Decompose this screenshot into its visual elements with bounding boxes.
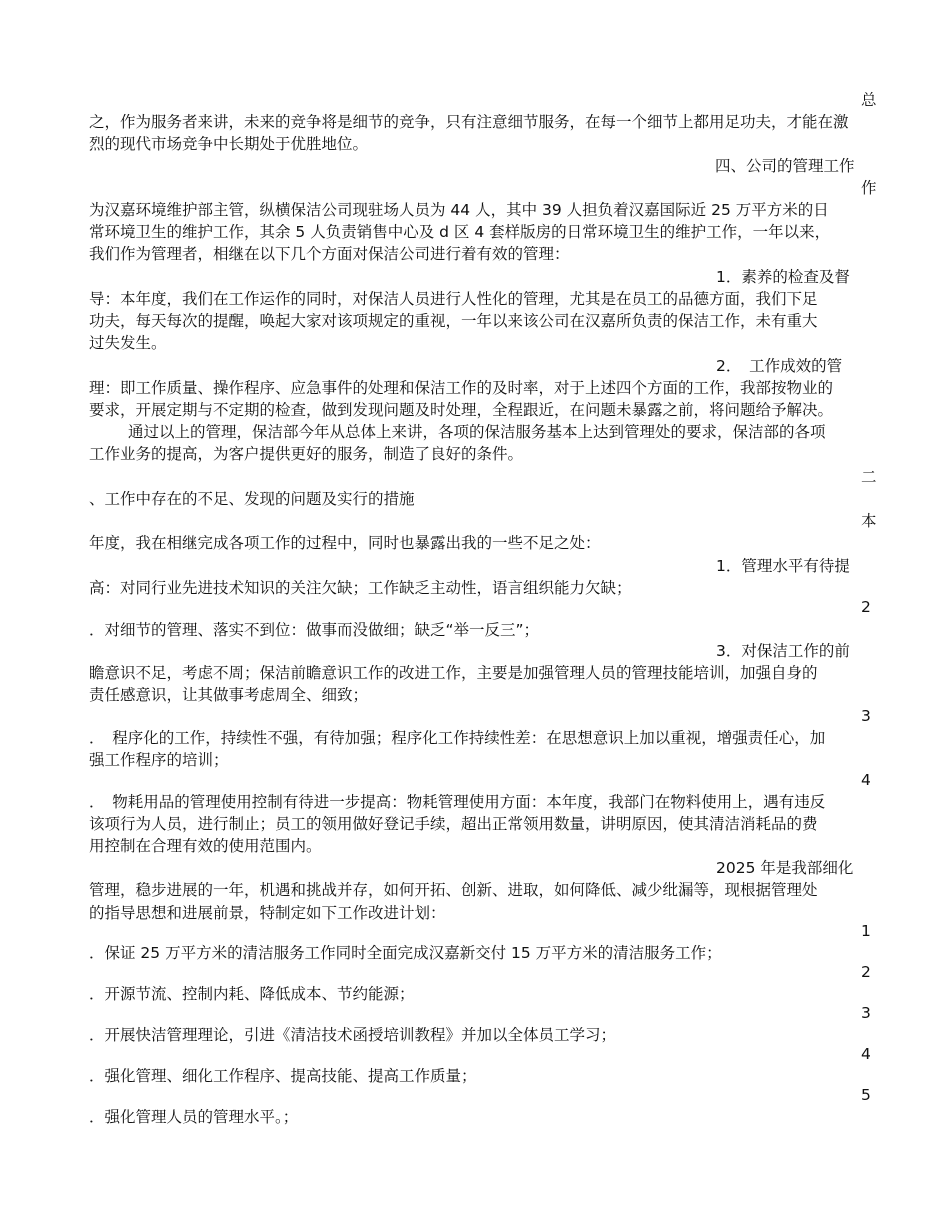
line-fragment: 总	[861, 91, 877, 109]
list-number: 5	[861, 1086, 871, 1104]
list-number: 4	[861, 771, 871, 789]
list-number: 4	[861, 1045, 871, 1063]
list-number: 1	[861, 922, 871, 940]
paragraph-line: 年度，我在相继完成各项工作的过程中，同时也暴露出我的一些不足之处：	[89, 534, 601, 552]
list-item-heading: 3．对保洁工作的前	[716, 642, 850, 660]
list-item: ．强化管理人员的管理水平。；	[89, 1108, 299, 1126]
paragraph-line: 要求，开展定期与不定期的检查，做到发现问题及时处理，全程跟近，在问题未暴露之前，将问题给予解决。	[89, 401, 834, 419]
paragraph-line: 导：本年度，我们在工作运作的同时，对保洁人员进行人性化的管理，尤其是在员工的品德方面，我们下足	[89, 290, 818, 308]
list-item: ．开源节流、控制内耗、降低成本、节约能源；	[89, 985, 415, 1003]
list-item-heading: 1．管理水平有待提	[716, 557, 850, 575]
paragraph-line: 理：即工作质量、操作程序、应急事件的处理和保洁工作的及时率，对于上述四个方面的工作，我部按物业的	[89, 379, 834, 397]
list-number: 2	[861, 598, 871, 616]
list-item: ．强化管理、细化工作程序、提高技能、提高工作质量；	[89, 1067, 477, 1085]
paragraph-line: ．对细节的管理、落实不到位：做事而没做细；缺乏“举一反三”；	[89, 621, 540, 639]
paragraph-line: 管理，稳步进展的一年，机遇和挑战并存，如何开拓、创新、进取，如何降低、减少纰漏等，现根据管理处	[89, 881, 818, 899]
paragraph-line: 我们作为管理者，相继在以下几个方面对保洁公司进行着有效的管理：	[89, 245, 570, 263]
paragraph-line: 责任感意识，让其做事考虑周全、细致；	[89, 686, 369, 704]
paragraph-line: 通过以上的管理，保洁部今年从总体上来讲，各项的保洁服务基本上达到管理处的要求，保洁部的各项	[128, 423, 826, 441]
paragraph-line: 瞻意识不足，考虑不周；保洁前瞻意识工作的改进工作，主要是加强管理人员的管理技能培训，加强自身的	[89, 664, 818, 682]
line-fragment: 作	[861, 179, 877, 197]
paragraph-line: 工作业务的提高，为客户提供更好的服务，制造了良好的条件。	[89, 445, 524, 463]
paragraph-line: ． 程序化的工作，持续性不强，有待加强；程序化工作持续性差：在思想意识上加以重视，增强责任心，加	[89, 729, 826, 747]
list-number: 3	[861, 1004, 871, 1022]
paragraph-line: 常环境卫生的维护工作，其余 5 人负责销售中心及 d 区 4 套样版房的日常环境卫生的维护工作，一年以来，	[89, 223, 831, 241]
list-item: ．保证 25 万平方米的清洁服务工作同时全面完成汉嘉新交付 15 万平方米的清洁服务工作；	[89, 944, 722, 962]
paragraph-line: ． 物耗用品的管理使用控制有待进一步提高：物耗管理使用方面：本年度，我部门在物料使用上，遇有违反	[89, 793, 826, 811]
list-number: 3	[861, 707, 871, 725]
paragraph-line: 2025 年是我部细化	[716, 859, 854, 877]
section-heading: 、工作中存在的不足、发现的问题及实行的措施	[89, 490, 415, 508]
section-heading: 四、公司的管理工作	[715, 157, 855, 175]
list-item-heading: 2． 工作成效的管	[716, 357, 843, 375]
paragraph-line: 用控制在合理有效的使用范围内。	[89, 837, 322, 855]
list-item: ．开展快洁管理理论，引进《清洁技术函授培训教程》并加以全体员工学习；	[89, 1026, 617, 1044]
paragraph-line: 为汉嘉环境维护部主管，纵横保洁公司现驻场人员为 44 人，其中 39 人担负着汉嘉国际近 25 万平方米的日	[89, 201, 829, 219]
line-fragment: 本	[861, 512, 877, 530]
list-number: 2	[861, 963, 871, 981]
paragraph-line: 功夫，每天每次的提醒，唤起大家对该项规定的重视，一年以来该公司在汉嘉所负责的保洁工作，未有重大	[89, 312, 818, 330]
paragraph-line: 烈的现代市场竞争中长期处于优胜地位。	[89, 135, 369, 153]
line-fragment: 二	[861, 468, 877, 486]
paragraph-line: 的指导思想和进展前景，特制定如下工作改进计划：	[89, 904, 446, 922]
paragraph-line: 强工作程序的培训；	[89, 751, 229, 769]
list-item-heading: 1．素养的检查及督	[716, 268, 850, 286]
paragraph-line: 该项行为人员，进行制止；员工的领用做好登记手续，超出正常领用数量，讲明原因，使其清洁消耗品的费	[89, 815, 818, 833]
paragraph-line: 之，作为服务者来讲，未来的竞争将是细节的竞争，只有注意细节服务，在每一个细节上都用足功夫，才能在激	[89, 113, 849, 131]
paragraph-line: 高：对同行业先进技术知识的关注欠缺；工作缺乏主动性，语言组织能力欠缺；	[89, 579, 632, 597]
paragraph-line: 过失发生。	[89, 334, 167, 352]
